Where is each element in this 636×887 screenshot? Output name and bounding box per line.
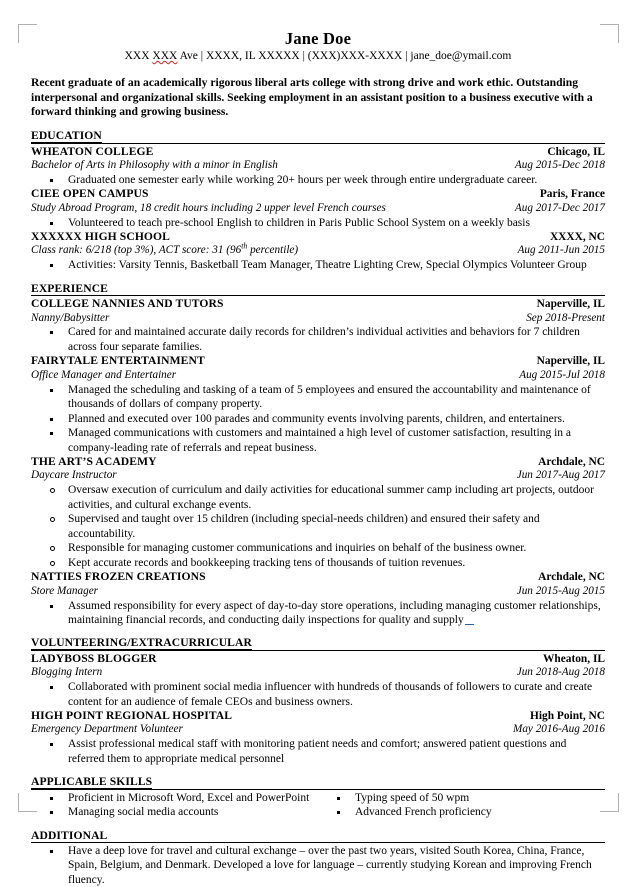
skills-two-column-grid	[31, 791, 605, 820]
location: Archdale, NC	[538, 456, 605, 469]
organization-name: LADYBOSS BLOGGER	[31, 651, 157, 665]
location: Naperville, IL	[536, 298, 605, 311]
role-title: Office Manager and Entertainer	[31, 368, 177, 381]
entry-subheader-row	[31, 585, 605, 599]
entry-header-row	[31, 297, 605, 311]
entry-subheader-row	[31, 159, 605, 173]
experience-entry-arts-academy	[31, 455, 605, 570]
section-heading-experience	[31, 282, 605, 296]
bullet-item: Advanced French proficiency	[318, 805, 605, 819]
percentile-ordinal-suffix: th	[241, 241, 248, 251]
contact-address-misspelled-token: XXX	[152, 49, 178, 62]
date-range: Jun 2017-Aug 2017	[516, 469, 605, 482]
bullet-item: Assist professional medical staff with monitoring patient needs and comfort; answered patient questions and referred them to appropriate medical personnel	[31, 737, 605, 766]
role-title: Study Abroad Program, 18 credit hours including 2 upper level French courses	[31, 201, 386, 214]
bullet-list	[31, 791, 318, 820]
contact-address-part2: Ave	[177, 49, 198, 62]
date-range: Sep 2018-Present	[526, 311, 605, 324]
entry-subheader-row	[31, 369, 605, 383]
location: High Point, NC	[530, 710, 605, 723]
resume-content	[31, 30, 605, 887]
date-range: Aug 2011-Jun 2015	[517, 244, 605, 257]
role-title: Emergency Department Volunteer	[31, 723, 183, 736]
bullet-item: Managed the scheduling and tasking of a team of 5 employees and ensured the accountability and maintenance of thousands of dollars of company property.	[31, 383, 605, 412]
volunteering-entry-ladyboss	[31, 652, 605, 709]
date-range: Jun 2015-Aug 2015	[516, 584, 605, 597]
section-heading-education-label: EDUCATION	[31, 129, 102, 143]
bullet-item: Managing social media accounts	[31, 805, 318, 819]
section-heading-additional	[31, 829, 605, 843]
experience-entry-college-nannies	[31, 297, 605, 354]
contact-line	[31, 50, 605, 64]
experience-entry-fairytale	[31, 354, 605, 455]
bullet-item: Managed communications with customers and maintained a high level of customer satisfaction, resulting in a company-leading rate of referrals and repeat business.	[31, 426, 605, 455]
organization-name: CIEE OPEN CAMPUS	[31, 187, 149, 201]
bullet-list	[31, 737, 605, 766]
role-title	[31, 241, 299, 258]
entry-subheader-row	[31, 469, 605, 483]
date-range: Aug 2015-Jul 2018	[519, 368, 605, 381]
experience-entry-natties	[31, 570, 605, 627]
bullet-item: Oversaw execution of curriculum and daily activities for educational summer camp including art projects, outdoor activities, and cultural exchange events.	[31, 483, 605, 512]
bullet-item: Proficient in Microsoft Word, Excel and PowerPoint	[31, 791, 318, 805]
date-range: Aug 2015-Dec 2018	[514, 158, 605, 171]
bullet-item: Responsible for managing customer communications and inquiries on behalf of the business owner.	[31, 541, 605, 555]
bullet-item	[31, 599, 605, 628]
bullet-item: Have a deep love for travel and cultural exchange – over the past two years, visited South Korea, China, France, Spain, Belgium, and Denmark. Developed a love for language – currently studying Korean and improving French fluency.	[31, 844, 605, 887]
organization-name: THE ART’S ACADEMY	[31, 455, 157, 469]
bullet-list	[31, 216, 605, 230]
section-heading-experience-label: EXPERIENCE	[31, 281, 109, 295]
education-entry-high-school	[31, 230, 605, 273]
bullet-item: Cared for and maintained accurate daily records for children’s individual activities and behaviors for 7 children across four separate families.	[31, 325, 605, 354]
bullet-item: Supervised and taught over 15 children (including special-needs children) and ensured their safety and accountability.	[31, 512, 605, 541]
role-title: Bachelor of Arts in Philosophy with a minor in English	[31, 158, 278, 171]
location: Paris, France	[539, 188, 605, 201]
bullet-list	[31, 383, 605, 455]
section-heading-volunteering	[31, 636, 605, 650]
volunteering-entry-high-point-hospital	[31, 709, 605, 766]
bullet-item: Volunteered to teach pre-school English to children in Paris Public School System on a weekly basis	[31, 216, 605, 230]
entry-header-row	[31, 145, 605, 159]
entry-header-row	[31, 230, 605, 244]
education-entry-wheaton	[31, 145, 605, 188]
bullet-list	[31, 680, 605, 709]
bullet-list	[31, 173, 605, 187]
organization-name: FAIRYTALE ENTERTAINMENT	[31, 354, 205, 368]
entry-header-row	[31, 570, 605, 584]
organization-name: WHEATON COLLEGE	[31, 144, 154, 158]
entry-header-row	[31, 652, 605, 666]
text-cursor-artifact	[465, 624, 474, 625]
spacer	[31, 273, 605, 282]
entry-subheader-row	[31, 241, 605, 258]
spacer	[31, 820, 605, 829]
bullet-item: Graduated one semester early while working 20+ hours per week through entire undergraduate career.	[31, 173, 605, 187]
organization-name: NATTIES FROZEN CREATIONS	[31, 570, 206, 584]
bullet-list	[31, 599, 605, 628]
bullet-item: Collaborated with prominent social media influencer with hundreds of thousands of followers to curate and create content for an audience of female CEOs and business owners.	[31, 680, 605, 709]
date-range: May 2016-Aug 2016	[513, 723, 605, 736]
bullet-text: Assumed responsibility for every aspect of day-to-day store operations, including managing customer relationships, maintaining financial records, and conducting daily inspections for quality and supply	[68, 599, 601, 626]
role-title: Blogging Intern	[31, 666, 103, 679]
location: Wheaton, IL	[542, 652, 605, 665]
spacer	[31, 627, 605, 636]
contact-address-part1: XXX	[124, 49, 153, 62]
bullet-item: Typing speed of 50 wpm	[318, 791, 605, 805]
contact-separator-1: |	[197, 49, 206, 62]
entry-subheader-row	[31, 202, 605, 216]
bullet-item: Activities: Varsity Tennis, Basketball Team Manager, Theatre Lighting Crew, Special Olympics Volunteer Group	[31, 258, 605, 272]
class-rank-suffix: percentile)	[247, 244, 299, 257]
contact-phone: (XXX)XXX-XXXX	[307, 49, 403, 62]
bullet-list	[31, 258, 605, 272]
location: Archdale, NC	[538, 571, 605, 584]
bullet-list	[31, 483, 605, 570]
organization-name: XXXXXX HIGH SCHOOL	[31, 230, 171, 244]
section-heading-skills	[31, 775, 605, 789]
entry-header-row	[31, 354, 605, 368]
organization-name: HIGH POINT REGIONAL HOSPITAL	[31, 709, 233, 723]
bullet-list	[31, 844, 605, 887]
organization-name: COLLEGE NANNIES AND TUTORS	[31, 297, 224, 311]
skills-column-left	[31, 791, 318, 820]
bullet-list	[318, 791, 605, 820]
section-heading-additional-label: ADDITIONAL	[31, 828, 108, 842]
section-heading-skills-label: APPLICABLE SKILLS	[31, 775, 153, 789]
role-title: Nanny/Babysitter	[31, 311, 110, 324]
education-entry-ciee	[31, 187, 605, 230]
entry-header-row	[31, 709, 605, 723]
section-heading-volunteering-label: VOLUNTEERING/EXTRACURRICULAR	[31, 636, 252, 650]
contact-separator-3: |	[402, 49, 411, 62]
candidate-name: Jane Doe	[284, 29, 352, 48]
bullet-list	[31, 325, 605, 354]
date-range: Jun 2018-Aug 2018	[516, 666, 605, 679]
entry-subheader-row	[31, 312, 605, 326]
section-heading-education	[31, 129, 605, 143]
contact-city-state-zip: XXXX, IL XXXXX	[205, 49, 300, 62]
location: XXXX, NC	[549, 231, 605, 244]
skills-column-right	[318, 791, 605, 820]
bullet-item: Planned and executed over 100 parades and community events involving parents, children, and entertainers.	[31, 412, 605, 426]
spacer	[31, 766, 605, 775]
entry-header-row	[31, 187, 605, 201]
bullet-item: Kept accurate records and bookkeeping tracking tens of thousands of tuition revenues.	[31, 556, 605, 570]
role-title: Store Manager	[31, 584, 99, 597]
professional-summary: Recent graduate of an academically rigorous liberal arts college with strong drive and work ethic. Outstanding interpersonal and organizational skills. Seeking employment in an assistant position to a business executive with a forward thinking and growing business.	[31, 75, 593, 119]
location: Chicago, IL	[547, 145, 605, 158]
location: Naperville, IL	[536, 355, 605, 368]
contact-separator-2: |	[299, 49, 308, 62]
role-title: Daycare Instructor	[31, 469, 117, 482]
entry-subheader-row	[31, 666, 605, 680]
date-range: Aug 2017-Dec 2017	[514, 201, 605, 214]
entry-subheader-row	[31, 723, 605, 737]
contact-email[interactable]: jane_doe@ymail.com	[410, 49, 512, 62]
entry-header-row	[31, 455, 605, 469]
class-rank-prefix: Class rank: 6/218 (top 3%), ACT score: 31 (96	[31, 244, 242, 257]
